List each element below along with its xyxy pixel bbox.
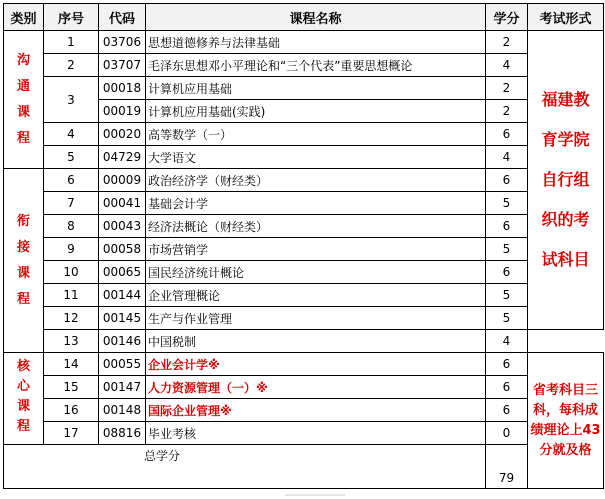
- row-course-name: 市场营销学: [146, 238, 486, 261]
- table-row: [4, 238, 604, 261]
- total-credits: 79: [486, 445, 528, 489]
- row-course-name: 大学语文: [146, 146, 486, 169]
- header-course-name: 课程名称: [146, 4, 486, 31]
- table-row: [4, 31, 604, 54]
- row-credits: 6: [486, 169, 528, 192]
- row-seq: 6: [44, 169, 99, 192]
- row-code: 00146: [99, 330, 146, 353]
- row-seq: 13: [44, 330, 99, 353]
- row-seq: 3: [44, 77, 99, 123]
- header-credits: 学分: [486, 4, 528, 31]
- table-row: [4, 284, 604, 307]
- row-course-name: 企业会计学※: [146, 353, 486, 376]
- row-code: 00009: [99, 169, 146, 192]
- exam-note-school: 福建教育学院自行组织的考试科目: [528, 31, 604, 330]
- row-course-name: 基础会计学: [146, 192, 486, 215]
- category-communication: 沟通课程: [4, 31, 44, 169]
- row-code: 00020: [99, 123, 146, 146]
- header-row: [4, 4, 604, 31]
- row-seq: 4: [44, 123, 99, 146]
- row-seq: 2: [44, 54, 99, 77]
- row-seq: 5: [44, 146, 99, 169]
- row-course-name: 计算机应用基础: [146, 77, 486, 100]
- row-code: 00041: [99, 192, 146, 215]
- row-credits: 4: [486, 146, 528, 169]
- row-code: 00043: [99, 215, 146, 238]
- row-credits: 5: [486, 192, 528, 215]
- table-row: [4, 77, 604, 100]
- table-row: [4, 376, 604, 399]
- row-seq: 9: [44, 238, 99, 261]
- row-code: 00148: [99, 399, 146, 422]
- row-seq: 17: [44, 422, 99, 445]
- row-code: 00058: [99, 238, 146, 261]
- course-table: [3, 3, 604, 489]
- row-code: 03707: [99, 54, 146, 77]
- row-code: 04729: [99, 146, 146, 169]
- row-seq: 14: [44, 353, 99, 376]
- total-label: 总学分: [4, 445, 486, 489]
- row-credits: 6: [486, 215, 528, 238]
- table-row: [4, 261, 604, 284]
- row-credits: 4: [486, 54, 528, 77]
- row-credits: 5: [486, 307, 528, 330]
- row-credits: 6: [486, 399, 528, 422]
- row-credits: 5: [486, 238, 528, 261]
- row-code: 00065: [99, 261, 146, 284]
- table-row: [4, 330, 604, 353]
- table-row: [4, 192, 604, 215]
- row-credits: 2: [486, 100, 528, 123]
- row-credits: 2: [486, 31, 528, 54]
- row-seq: 8: [44, 215, 99, 238]
- row-course-name: 人力资源管理（一）※: [146, 376, 486, 399]
- exam-note-province: 省考科目三科，每科成绩理论上43分就及格: [528, 353, 604, 489]
- table-row: [4, 123, 604, 146]
- row-code: 00019: [99, 100, 146, 123]
- row-credits: 2: [486, 77, 528, 100]
- row-code: 00147: [99, 376, 146, 399]
- row-credits: 6: [486, 376, 528, 399]
- row-seq: 12: [44, 307, 99, 330]
- table-row: [4, 353, 604, 376]
- row-code: 00018: [99, 77, 146, 100]
- row-course-name: 毕业考核: [146, 422, 486, 445]
- table-row: [4, 399, 604, 422]
- row-course-name: 企业管理概论: [146, 284, 486, 307]
- row-course-name: 生产与作业管理: [146, 307, 486, 330]
- header-category: 类别: [4, 4, 44, 31]
- row-code: 00145: [99, 307, 146, 330]
- table-row: [4, 169, 604, 192]
- table-row: [4, 146, 604, 169]
- row-course-name: 毛泽东思想邓小平理论和“三个代表”重要思想概论: [146, 54, 486, 77]
- row-course-name: 中国税制: [146, 330, 486, 353]
- header-code: 代码: [99, 4, 146, 31]
- row-credits: 6: [486, 261, 528, 284]
- row-course-name: 国民经济统计概论: [146, 261, 486, 284]
- scroll-indicator: [285, 494, 345, 496]
- row-course-name: 国际企业管理※: [146, 399, 486, 422]
- row-course-name: 高等数学（一）: [146, 123, 486, 146]
- row-seq: 16: [44, 399, 99, 422]
- header-exam-form: 考试形式: [528, 4, 604, 31]
- row-code: 00144: [99, 284, 146, 307]
- table-row: [4, 215, 604, 238]
- row-credits: 6: [486, 123, 528, 146]
- total-row: [4, 445, 604, 489]
- row-course-name: 思想道德修养与法律基础: [146, 31, 486, 54]
- category-core: 核心课程: [4, 353, 44, 445]
- row-credits: 5: [486, 284, 528, 307]
- row-course-name: 计算机应用基础(实践): [146, 100, 486, 123]
- row-code: 08816: [99, 422, 146, 445]
- category-connection: 衔接课程: [4, 169, 44, 353]
- table-row: [4, 307, 604, 330]
- row-code: 00055: [99, 353, 146, 376]
- row-seq: 15: [44, 376, 99, 399]
- header-seq: 序号: [44, 4, 99, 31]
- row-seq: 7: [44, 192, 99, 215]
- row-code: 03706: [99, 31, 146, 54]
- row-course-name: 经济法概论（财经类）: [146, 215, 486, 238]
- row-course-name: 政治经济学（财经类）: [146, 169, 486, 192]
- row-credits: 0: [486, 422, 528, 445]
- row-credits: 4: [486, 330, 528, 353]
- row-seq: 10: [44, 261, 99, 284]
- row-seq: 1: [44, 31, 99, 54]
- row-seq: 11: [44, 284, 99, 307]
- row-credits: 6: [486, 353, 528, 376]
- table-row: [4, 54, 604, 77]
- table-row: [4, 422, 604, 445]
